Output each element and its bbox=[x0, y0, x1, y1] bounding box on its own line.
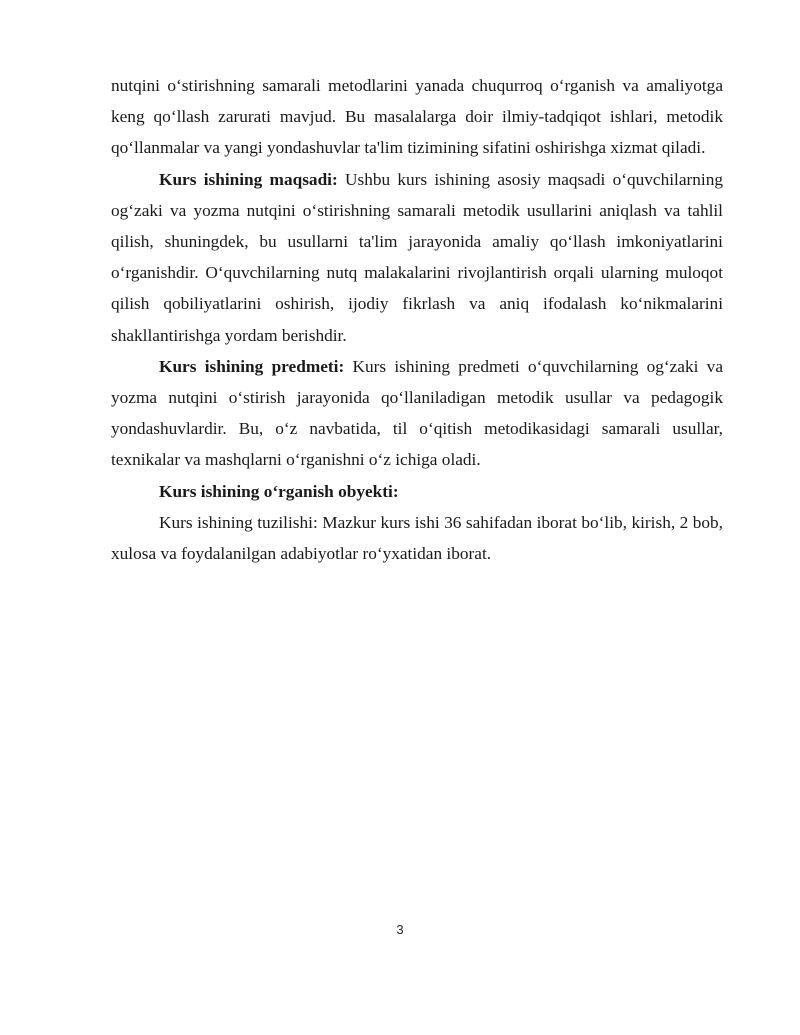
paragraph-subject bbox=[111, 351, 723, 476]
section-heading-subject: Kurs ishining predmeti: bbox=[159, 356, 345, 376]
paragraph-structure bbox=[111, 507, 723, 569]
document-body bbox=[111, 70, 723, 569]
section-heading-goal: Kurs ishining maqsadi: bbox=[159, 169, 338, 189]
section-heading-object: Kurs ishining o‘rganish obyekti: bbox=[159, 481, 399, 501]
paragraph-text: Kurs ishining predmeti o‘quvchilarning og‘zaki va yozma nutqini o‘stirish jarayonida qo‘llaniladigan metodik usullar va pedagogik yondashuvlardir. Bu, o‘z navbatida, til o‘qitish metodikasidagi samarali usullar, texnikalar va mashqlarni o‘rganishni o‘z ichiga oladi. bbox=[111, 356, 723, 470]
paragraph-goal bbox=[111, 164, 723, 351]
paragraph-text: nutqini o‘stirishning samarali metodlarini yanada chuqurroq o‘rganish va amaliyotga keng qo‘llash zarurati mavjud. Bu masalalarga doir ilmiy-tadqiqot ishlari, metodik qo‘llanmalar va yangi yondashuvlar ta'lim tizimining sifatini oshirishga xizmat qiladi. bbox=[111, 76, 723, 158]
paragraph-text: Ushbu kurs ishining asosiy maqsadi o‘quvchilarning og‘zaki va yozma nutqini o‘stirishning samarali metodik usullarini aniqlash va tahlil qilish, shuningdek, bu usullarni ta'lim jarayonida amaliy qo‘llash imkoniyatlarini o‘rganishdir. O‘quvchilarning nutq malakalarini rivojlantirish orqali ularning muloqot qilish qobiliyatlarini oshirish, ijodiy fikrlash va aniq ifodalash ko‘nikmalarini shakllantirishga yordam berishdir. bbox=[111, 169, 723, 345]
paragraph-object bbox=[111, 476, 723, 507]
paragraph-text: Kurs ishining tuzilishi: Mazkur kurs ishi 36 sahifadan iborat bo‘lib, kirish, 2 bob, xulosa va foydalanilgan adabiyotlar ro‘yxatidan iborat. bbox=[111, 512, 723, 564]
page-number: 3 bbox=[396, 922, 404, 937]
paragraph-intro-continuation bbox=[111, 70, 723, 164]
